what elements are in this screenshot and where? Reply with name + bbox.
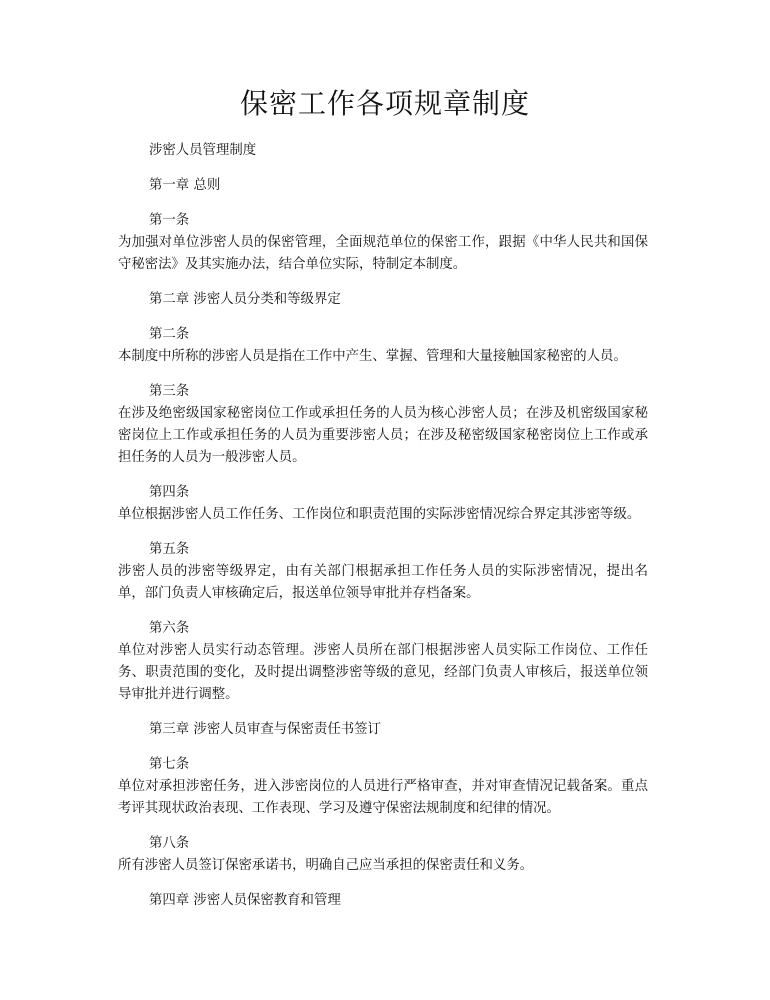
article-heading: 第五条 <box>149 542 190 557</box>
article-2 <box>118 324 648 368</box>
article-heading: 第六条 <box>149 621 190 636</box>
article-6 <box>118 618 648 706</box>
article-8 <box>118 833 648 877</box>
article-text: 单位对涉密人员实行动态管理。涉密人员所在部门根据涉密人员实际工作岗位、工作任务、职责范围的变化，及时提出调整涉密等级的意见，经部门负责人审核后，报送单位领导审批并进行调整。 <box>118 643 648 702</box>
section-heading: 第三章 涉密人员审查与保密责任书签订 <box>149 722 381 737</box>
article-7 <box>118 754 648 820</box>
article-text: 涉密人员的涉密等级界定，由有关部门根据承担工作任务人员的实际涉密情况，提出名单，部门负责人审核确定后，报送单位领导审批并存档备案。 <box>118 564 648 601</box>
article-heading: 第一条 <box>149 213 190 228</box>
article-heading: 第四条 <box>149 485 190 500</box>
article-text: 本制度中所称的涉密人员是指在工作中产生、掌握、管理和大量接触国家秘密的人员。 <box>118 349 627 364</box>
article-heading: 第八条 <box>149 836 190 851</box>
article-5 <box>118 539 648 605</box>
article-heading: 第三条 <box>149 384 190 399</box>
article-text: 为加强对单位涉密人员的保密管理，全面规范单位的保密工作，跟据《中华人民共和国保守秘密法》及其实施办法，结合单位实际，特制定本制度。 <box>118 235 648 272</box>
article-text: 单位对承担涉密任务，进入涉密岗位的人员进行严格审查，并对审查情况记载备案。重点考评其现状政治表现、工作表现、学习及遵守保密法规制度和纪律的情况。 <box>118 779 648 816</box>
section-chapter-1 <box>118 175 648 197</box>
article-3 <box>118 381 648 469</box>
article-heading: 第二条 <box>149 327 190 342</box>
article-4 <box>118 482 648 526</box>
section-heading: 第一章 总则 <box>149 178 221 193</box>
article-heading: 第七条 <box>149 757 190 772</box>
article-1 <box>118 210 648 276</box>
article-text: 单位根据涉密人员工作任务、工作岗位和职责范围的实际涉密情况综合界定其涉密等级。 <box>118 507 641 522</box>
article-text: 所有涉密人员签订保密承诺书，明确自己应当承担的保密责任和义务。 <box>118 858 534 873</box>
section-heading: 第二章 涉密人员分类和等级界定 <box>149 292 341 307</box>
section-chapter-4 <box>118 890 648 912</box>
intro-paragraph <box>118 140 648 162</box>
section-chapter-3 <box>118 719 648 741</box>
section-heading: 第四章 涉密人员保密教育和管理 <box>149 893 341 908</box>
article-text: 在涉及绝密级国家秘密岗位工作或承担任务的人员为核心涉密人员；在涉及机密级国家秘密岗位上工作或承担任务的人员为重要涉密人员；在涉及秘密级国家秘密岗位上工作或承担任务的人员为一般涉密人员。 <box>118 406 648 465</box>
document-body <box>118 140 648 925</box>
intro-text: 涉密人员管理制度 <box>149 143 257 158</box>
document-title: 保密工作各项规章制度 <box>239 87 530 120</box>
section-chapter-2 <box>118 289 648 311</box>
